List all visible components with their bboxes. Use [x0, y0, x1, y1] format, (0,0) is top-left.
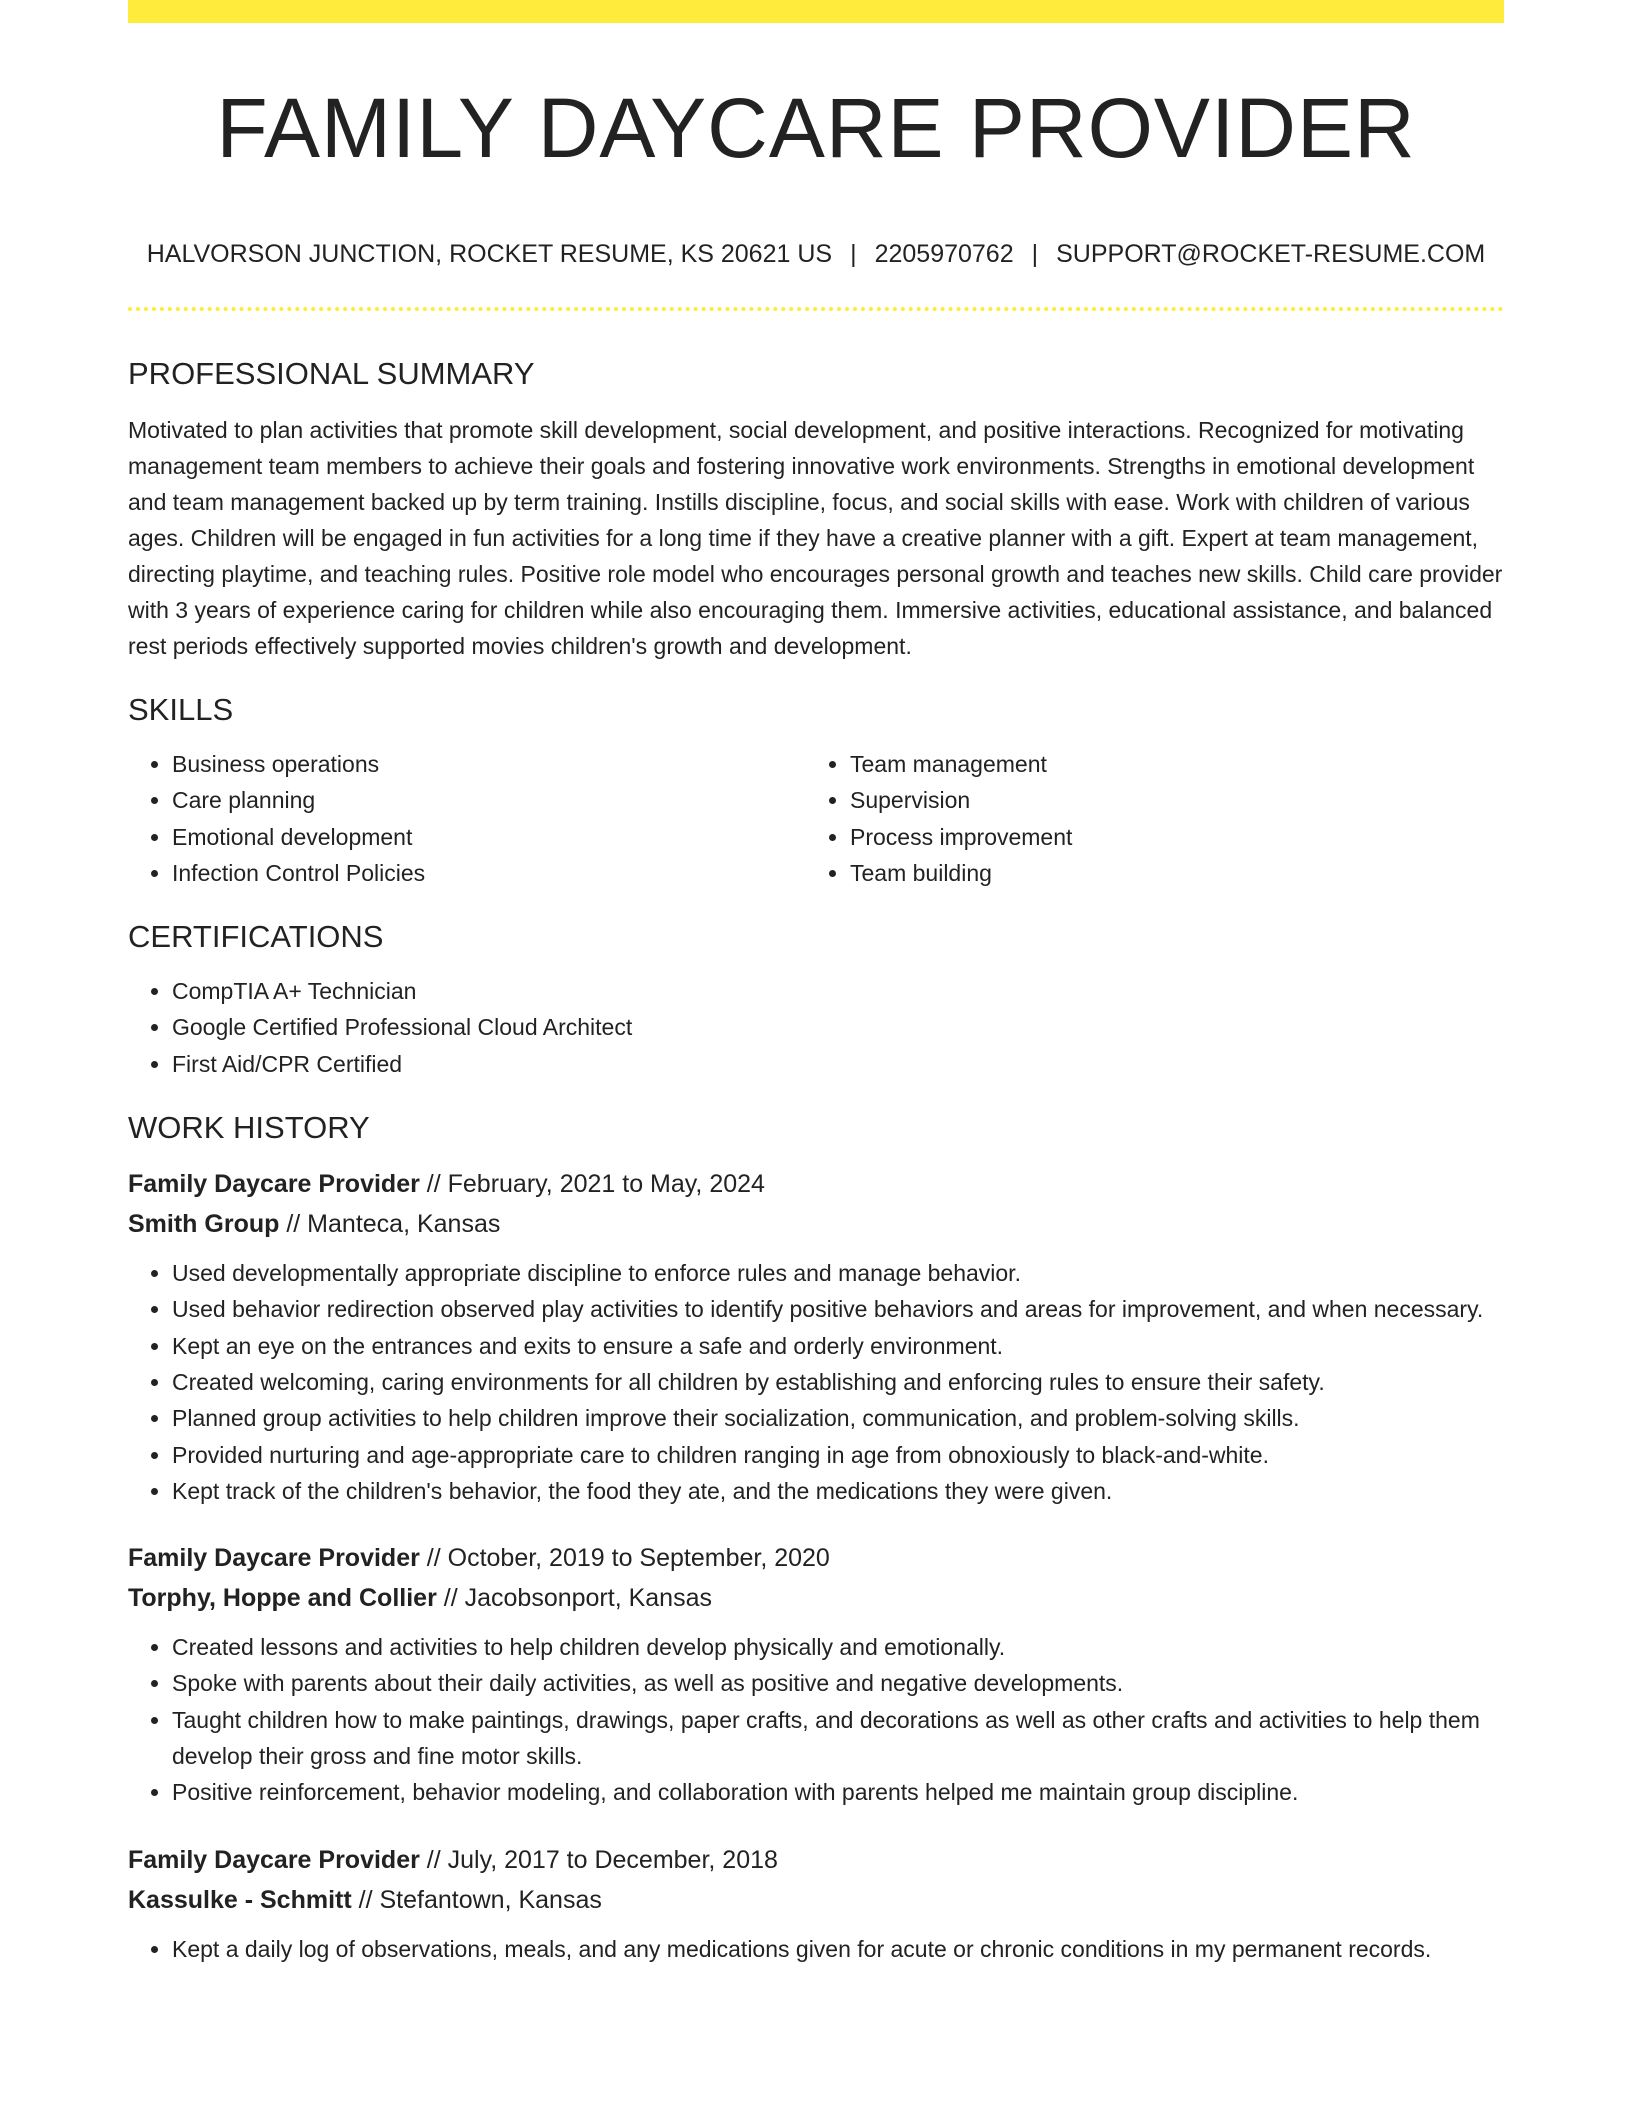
job-dates: // July, 2017 to December, 2018: [426, 1845, 778, 1874]
list-item: • Kept track of the children's behavior, the food they ate, and the medications they were given.: [172, 1473, 1504, 1509]
job-company-line: [128, 1578, 1504, 1618]
list-item: • Google Certified Professional Cloud Architect: [172, 1009, 1504, 1045]
contact-line: [128, 237, 1504, 271]
list-item: • Used behavior redirection observed play activities to identify positive behaviors and areas for improvement, and when necessary.: [172, 1291, 1504, 1327]
list-item: • CompTIA A+ Technician: [172, 973, 1504, 1009]
resume-content: [128, 350, 1504, 1967]
list-item: • Taught children how to make paintings, drawings, paper crafts, and decorations as well as other crafts and activities to help them develop their gross and fine motor skills.: [172, 1702, 1504, 1775]
list-item: • Infection Control Policies: [172, 855, 806, 891]
work-history-section: [128, 1104, 1504, 1967]
job-location: // Manteca, Kansas: [286, 1210, 501, 1239]
job-company: Kassulke - Schmitt: [128, 1885, 352, 1914]
skills-section: [128, 686, 1504, 891]
skills-left-list: [128, 746, 806, 891]
job-entry: [128, 1164, 1504, 1509]
contact-separator: |: [1031, 240, 1039, 268]
job-location: // Stefantown, Kansas: [358, 1885, 602, 1914]
summary-heading: PROFESSIONAL SUMMARY: [128, 356, 535, 391]
skills-right-list: [806, 746, 1484, 891]
job-bullets: [128, 1629, 1504, 1810]
job-location: // Jacobsonport, Kansas: [443, 1584, 712, 1613]
list-item: • Business operations: [172, 746, 806, 782]
job-title-line: [128, 1164, 1504, 1204]
list-item: • Created welcoming, caring environments for all children by establishing and enforcing rules to ensure their safety.: [172, 1364, 1504, 1400]
work-history-heading: WORK HISTORY: [128, 1110, 370, 1146]
job-bullets: [128, 1255, 1504, 1509]
job-dates: // October, 2019 to September, 2020: [426, 1544, 830, 1573]
list-item: • Planned group activities to help children improve their socialization, communication, and problem-solving skills.: [172, 1400, 1504, 1436]
contact-separator: |: [850, 240, 857, 268]
contact-address: HALVORSON JUNCTION, ROCKET RESUME, KS 20621 US: [146, 240, 833, 268]
job-title: Family Daycare Provider: [128, 1544, 420, 1573]
list-item: • Supervision: [850, 782, 1484, 818]
list-item: • Used developmentally appropriate discipline to enforce rules and manage behavior.: [172, 1255, 1504, 1291]
certifications-section: [128, 913, 1504, 1082]
job-company: Torphy, Hoppe and Collier: [128, 1584, 437, 1613]
skills-heading: SKILLS: [128, 692, 234, 727]
summary-text: Motivated to plan activities that promote skill development, social development, and positive interactions. Recognized for motivating management team members to achieve their goals and fostering innovative work environments. Strengths in emotional development and team management backed up by term training. Instills discipline, focus, and social skills with ease. Work with children of various ages. Children will be engaged in fun activities for a long time if they have a creative planner with a gift. Expert at team management, directing playtime, and teaching rules. Positive role model who encourages personal growth and teaches new skills. Child care provider with 3 years of experience caring for children while also encouraging them. Immersive activities, educational assistance, and balanced rest periods effectively supported movies children's growth and development.: [128, 417, 1503, 659]
candidate-name: FAMILY DAYCARE PROVIDER: [216, 81, 1416, 175]
job-title: Family Daycare Provider: [128, 1845, 420, 1874]
contact-phone: 2205970762: [874, 240, 1014, 268]
list-item: • Process improvement: [850, 819, 1484, 855]
list-item: • Team building: [850, 855, 1484, 891]
job-company: Smith Group: [128, 1210, 280, 1239]
skills-columns: [128, 746, 1504, 891]
list-item: • Care planning: [172, 782, 806, 818]
job-company-line: [128, 1880, 1504, 1920]
list-item: • Team management: [850, 746, 1484, 782]
job-title: Family Daycare Provider: [128, 1170, 420, 1199]
list-item: • Kept a daily log of observations, meals, and any medications given for acute or chronic conditions in my permanent records.: [172, 1931, 1504, 1967]
certifications-heading: CERTIFICATIONS: [128, 919, 384, 955]
list-item: • Provided nurturing and age-appropriate care to children ranging in age from obnoxiously to black-and-white.: [172, 1437, 1504, 1473]
job-entry: [128, 1538, 1504, 1810]
dotted-divider: [128, 307, 1504, 311]
list-item: • Spoke with parents about their daily activities, as well as positive and negative developments.: [172, 1665, 1504, 1701]
list-item: • Created lessons and activities to help children develop physically and emotionally.: [172, 1629, 1504, 1665]
list-item: • First Aid/CPR Certified: [172, 1046, 1504, 1082]
list-item: • Positive reinforcement, behavior modeling, and collaboration with parents helped me maintain group discipline.: [172, 1774, 1504, 1810]
contact-email: SUPPORT@ROCKET-RESUME.COM: [1056, 240, 1486, 268]
job-title-line: [128, 1840, 1504, 1880]
certifications-list: [128, 973, 1504, 1082]
job-title-line: [128, 1538, 1504, 1578]
list-item: • Kept an eye on the entrances and exits to ensure a safe and orderly environment.: [172, 1328, 1504, 1364]
job-company-line: [128, 1204, 1504, 1244]
top-accent-bar: [128, 0, 1504, 23]
job-entry: [128, 1840, 1504, 1967]
summary-section: [128, 350, 1504, 664]
job-dates: // February, 2021 to May, 2024: [426, 1170, 765, 1199]
list-item: • Emotional development: [172, 819, 806, 855]
job-bullets: [128, 1931, 1504, 1967]
